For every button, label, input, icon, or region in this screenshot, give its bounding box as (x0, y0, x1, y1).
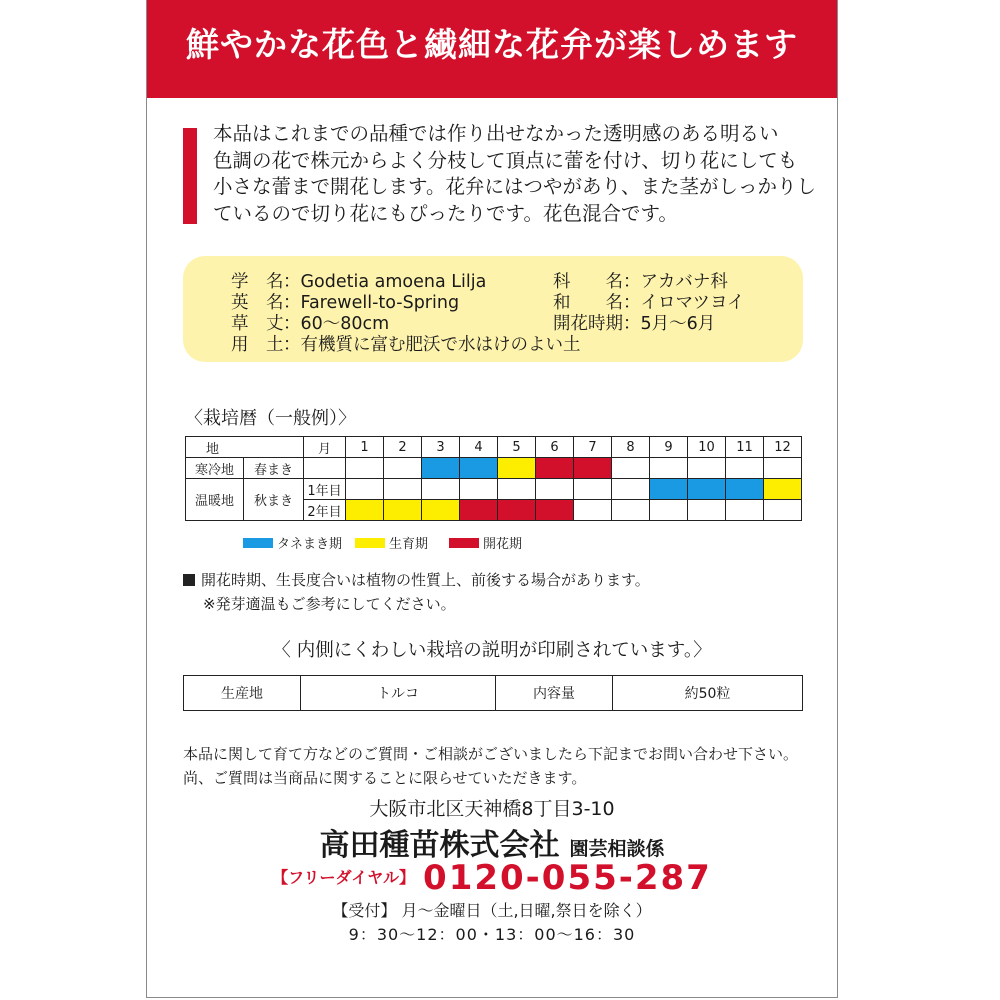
company-address: 大阪市北区天神橋8丁目3-10 (369, 798, 615, 820)
calendar-header-region: 地 (186, 437, 304, 458)
month-cell (574, 500, 612, 521)
month-cell (536, 458, 574, 479)
legend-swatch (449, 538, 479, 548)
info-value: 5月～6月 (640, 314, 716, 334)
month-label: 10 (688, 437, 726, 458)
reception-days: 【受付】 月～金曜日（土,日曜,祭日を除く） (332, 901, 652, 920)
month-cell (650, 458, 688, 479)
month-cell (574, 458, 612, 479)
legend-swatch (243, 538, 273, 548)
info-value: イロマツヨイ (640, 293, 745, 313)
legend-sowing (243, 533, 342, 552)
month-cell (688, 500, 726, 521)
plant-info-box (183, 256, 803, 362)
info-value: アカバナ科 (640, 272, 728, 292)
seed-packet-back (146, 0, 838, 998)
description-line: 色調の花で株元からよく分枝して頂点に蕾を付け、切り花にしても (213, 148, 798, 172)
month-label: 5 (498, 437, 536, 458)
info-scientific-name: 学 名：Godetia amoena Lilja (231, 268, 486, 293)
description-line: ているので切り花にもぴったりです。花色混合です。 (213, 201, 678, 225)
month-cell (498, 458, 536, 479)
month-label: 7 (574, 437, 612, 458)
note-text: 開花時期、生長度合いは植物の性質上、前後する場合があります。 (201, 571, 650, 589)
month-cell (460, 479, 498, 500)
year-cell (304, 458, 346, 479)
month-cell (460, 500, 498, 521)
info-label: 開花時期 (553, 314, 623, 334)
year-cell: 1年目 (304, 479, 346, 500)
calendar-title: 〈栽培暦（一般例）〉 (185, 408, 356, 429)
inquiry-text (183, 742, 798, 790)
legend-growing (355, 533, 428, 552)
month-cell (536, 500, 574, 521)
month-label: 2 (384, 437, 422, 458)
legend-label: 開花期 (483, 537, 523, 552)
calendar-row-warm-year1 (186, 479, 802, 500)
header-banner (147, 0, 837, 98)
info-family: 科 名：アカバナ科 (553, 268, 728, 293)
month-cell (726, 458, 764, 479)
month-cell (346, 479, 384, 500)
info-label: 和 名 (553, 293, 623, 313)
month-label: 8 (612, 437, 650, 458)
info-label: 用 土 (231, 335, 284, 355)
month-cell (612, 500, 650, 521)
month-cell (764, 479, 802, 500)
month-cell (422, 500, 460, 521)
month-cell (688, 458, 726, 479)
month-cell (384, 479, 422, 500)
info-bloom-period: 開花時期：5月～6月 (553, 310, 715, 335)
department-name: 園芸相談係 (569, 838, 665, 860)
month-cell (346, 458, 384, 479)
month-cell (612, 479, 650, 500)
month-cell (612, 458, 650, 479)
spec-table (183, 675, 803, 711)
month-cell (346, 500, 384, 521)
bullet-square-icon (183, 574, 195, 586)
month-cell (422, 479, 460, 500)
origin-label: 生産地 (184, 676, 301, 711)
month-cell (498, 479, 536, 500)
info-value: Godetia amoena Lilja (300, 272, 487, 292)
note-germination: ※発芽適温もご参考にしてください。 (203, 595, 456, 613)
month-cell (460, 458, 498, 479)
month-cell (422, 458, 460, 479)
info-label: 学 名 (231, 272, 284, 292)
month-cell (688, 479, 726, 500)
company-name: 高田種苗株式会社 (319, 828, 560, 863)
legend-label: タネまき期 (277, 537, 343, 552)
month-cell (650, 479, 688, 500)
phone-number[interactable]: 0120-055-287 (423, 858, 712, 898)
description-accent-bar (183, 128, 197, 224)
info-value: 60～80cm (300, 314, 390, 334)
info-soil: 用 土：有機質に富む肥沃で水はけのよい土 (231, 331, 581, 356)
info-value: Farewell-to-Spring (300, 293, 460, 313)
month-cell (764, 500, 802, 521)
info-height: 草 丈：60～80cm (231, 310, 389, 335)
month-label: 12 (764, 437, 802, 458)
phone-label: 【フリーダイヤル】 (272, 868, 416, 887)
region-cell: 温暖地 (186, 479, 244, 521)
spec-row (184, 676, 803, 711)
month-cell (726, 500, 764, 521)
inquiry-line: 尚、ご質問は当商品に関することに限らせていただきます。 (183, 769, 587, 787)
month-label: 6 (536, 437, 574, 458)
legend-label: 生育期 (389, 537, 429, 552)
info-value: 有機質に富む肥沃で水はけのよい土 (300, 335, 581, 355)
month-label: 11 (726, 437, 764, 458)
month-label: 4 (460, 437, 498, 458)
month-label: 1 (346, 437, 384, 458)
month-cell (574, 479, 612, 500)
origin-value: トルコ (301, 676, 496, 711)
phone-block (147, 858, 837, 898)
product-description (213, 121, 816, 227)
month-cell (764, 458, 802, 479)
info-english-name: 英 名：Farewell-to-Spring (231, 289, 459, 314)
reception-hours: 9：30～12：00・13：00～16：30 (348, 925, 636, 944)
legend-swatch (355, 538, 385, 548)
description-line: 小さな蕾まで開花します。花弁にはつやがあり、また茎がしっかりし (213, 175, 816, 198)
month-cell (498, 500, 536, 521)
month-label: 3 (422, 437, 460, 458)
description-line: 本品はこれまでの品種では作り出せなかった透明感のある明るい (213, 122, 779, 145)
sowing-cell: 秋まき (244, 479, 304, 521)
month-cell (384, 458, 422, 479)
cultivation-calendar (185, 436, 802, 521)
month-cell (384, 500, 422, 521)
calendar-header-row (186, 437, 802, 458)
info-label: 草 丈 (231, 314, 284, 334)
info-label: 英 名 (231, 293, 284, 313)
info-label: 科 名 (553, 272, 623, 292)
content-value: 約50粒 (613, 676, 803, 711)
inside-instructions-note: 〈 内側にくわしい栽培の説明が印刷されています。〉 (272, 640, 712, 661)
header-title: 鮮やかな花色と繊細な花弁が楽しめます (186, 25, 798, 64)
legend-flowering (449, 533, 522, 552)
month-cell (536, 479, 574, 500)
content-label: 内容量 (496, 676, 613, 711)
info-japanese-name: 和 名：イロマツヨイ (553, 289, 744, 314)
month-label: 9 (650, 437, 688, 458)
calendar-row-cold (186, 458, 802, 479)
note-bloom-variation (183, 569, 650, 590)
month-cell (650, 500, 688, 521)
calendar-header-month: 月 (304, 437, 346, 458)
inquiry-line: 本品に関して育て方などのご質問・ご相談がございましたら下記までお問い合わせ下さい。 (183, 745, 799, 763)
month-cell (726, 479, 764, 500)
sowing-cell: 春まき (244, 458, 304, 479)
year-cell: 2年目 (304, 500, 346, 521)
region-cell: 寒冷地 (186, 458, 244, 479)
